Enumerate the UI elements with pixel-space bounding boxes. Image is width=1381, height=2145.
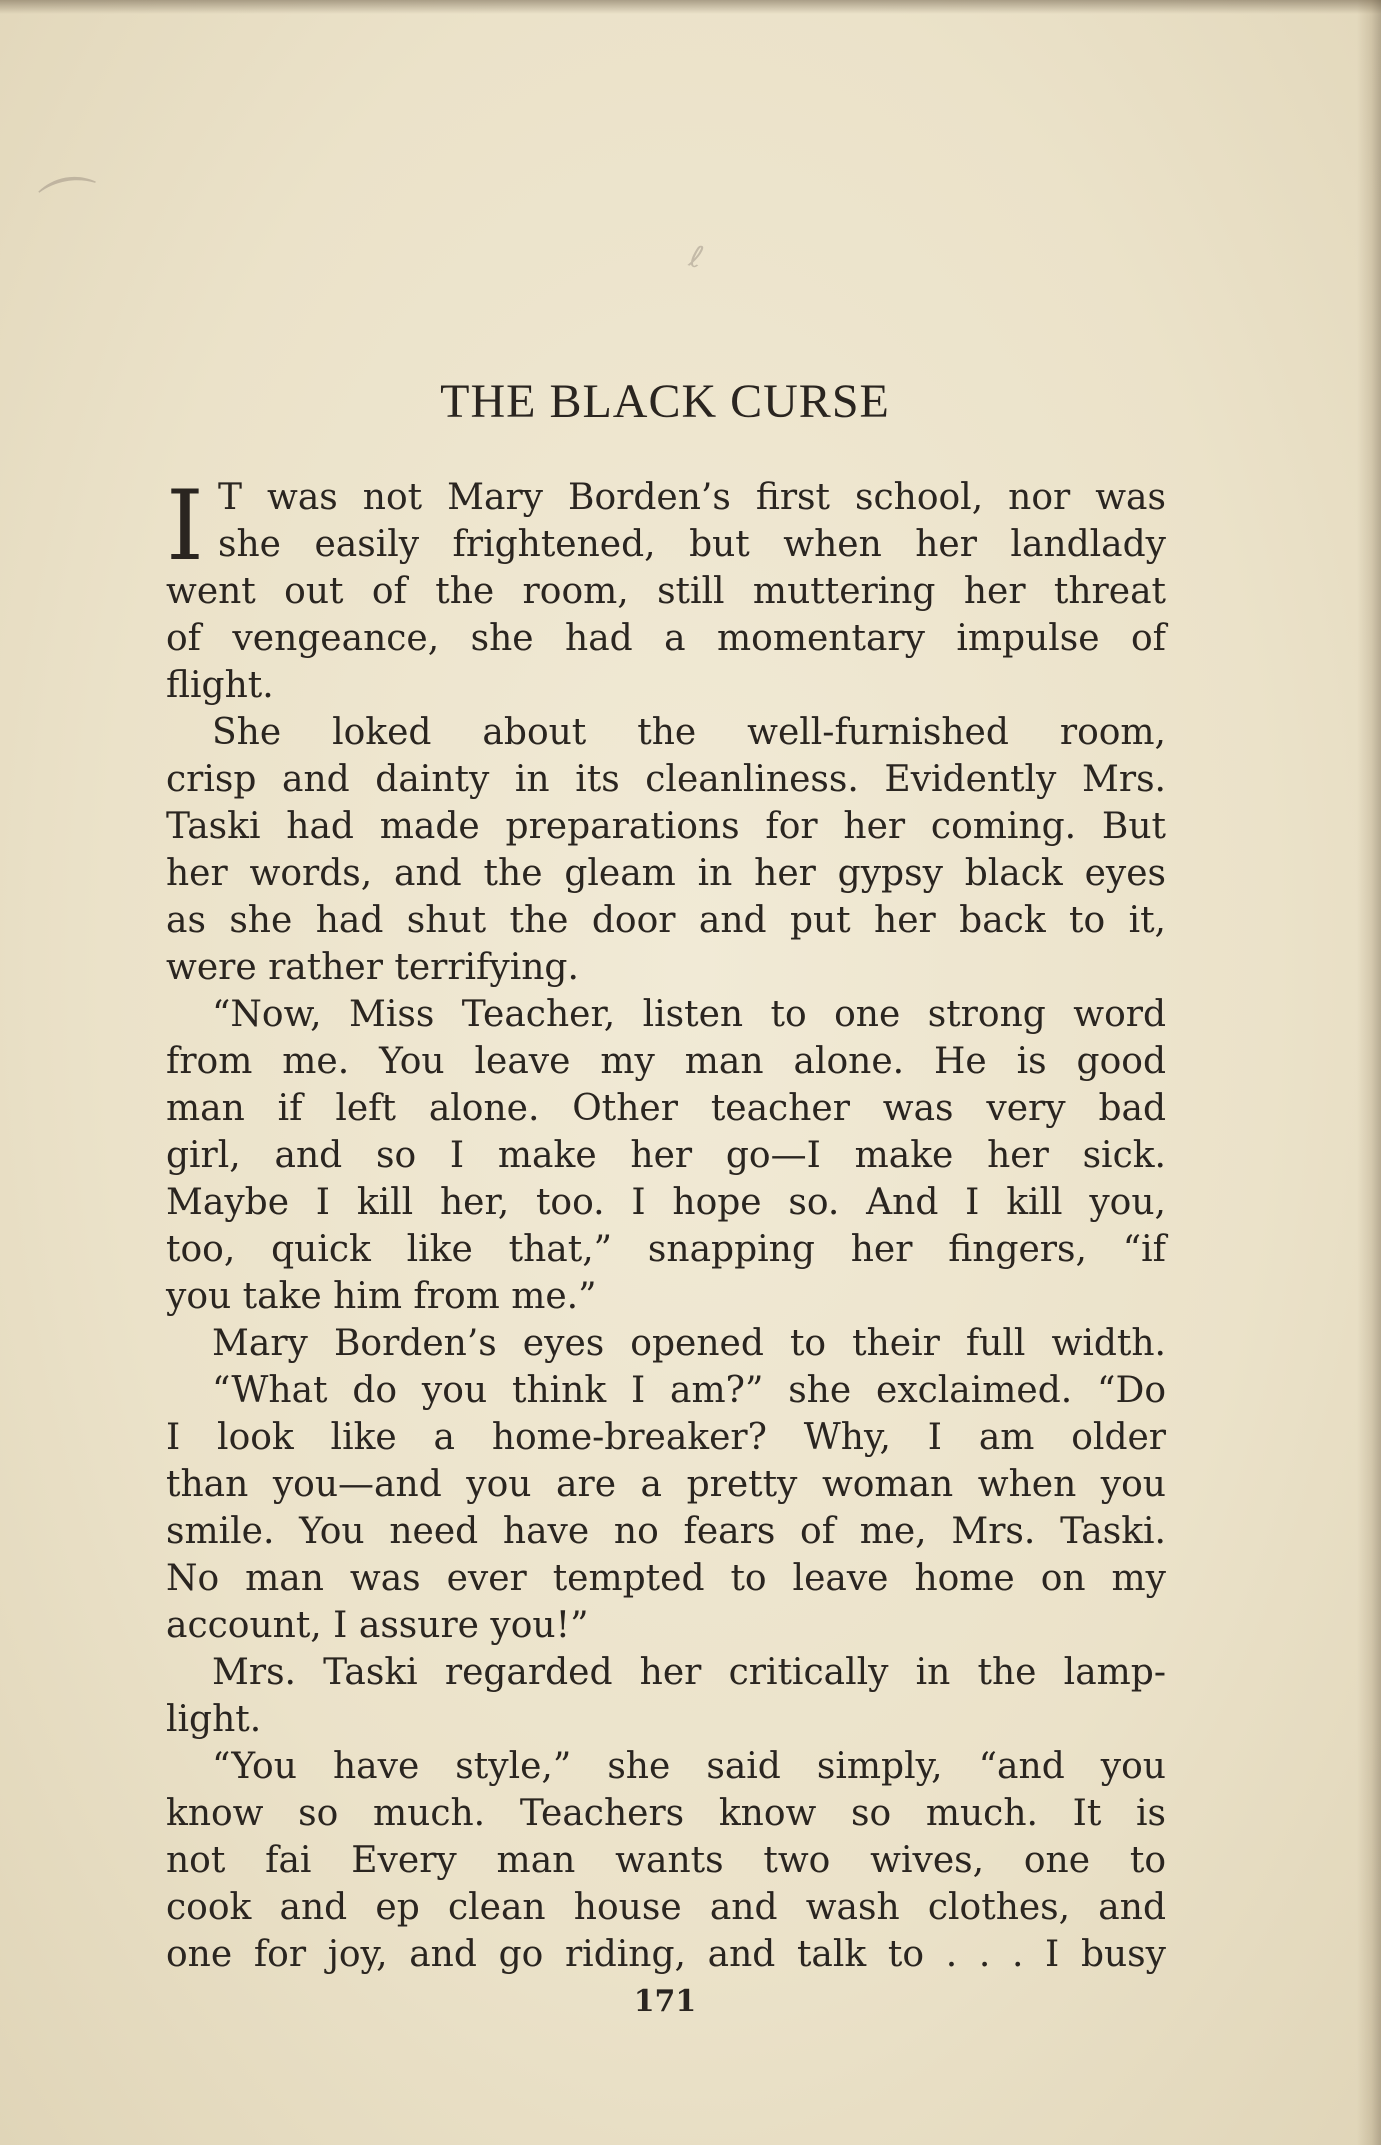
text-line: light. [166, 1699, 262, 1740]
text-line: I look like a home-breaker? Why, I am older [166, 1417, 1166, 1458]
body-text [166, 470, 1166, 1978]
text-line: T was not Mary Borden’s first school, nor was [218, 477, 1166, 518]
page-top-edge [0, 0, 1381, 14]
text-line: “You have style,” she said simply, “and you [212, 1746, 1166, 1787]
text-line: “What do you think I am?” she exclaimed. “Do [212, 1370, 1166, 1411]
text-line: one for joy, and go riding, and talk to . . . I busy [166, 1934, 1166, 1975]
text-line: Maybe I kill her, too. I hope so. And I kill you, [166, 1182, 1166, 1223]
text-line: she easily frightened, but when her landlady [218, 524, 1166, 565]
page-right-edge [1357, 0, 1381, 2145]
text-line: than you—and you are a pretty woman when you [166, 1464, 1166, 1505]
text-line: know so much. Teachers know so much. It is [166, 1793, 1166, 1834]
text-line: as she had shut the door and put her back to it, [166, 900, 1166, 941]
text-line: not fai Every man wants two wives, one to [166, 1840, 1166, 1881]
text-line: account, I assure you!” [166, 1605, 589, 1646]
pencil-mark-top: ℓ [685, 238, 707, 277]
chapter-title: THE BLACK CURSE [440, 375, 890, 428]
page-number: 171 [633, 1984, 697, 2019]
text-line: her words, and the gleam in her gypsy black eyes [166, 853, 1166, 894]
text-line: flight. [166, 665, 274, 706]
text-line: Mary Borden’s eyes opened to their full width. [212, 1323, 1166, 1364]
text-line: man if left alone. Other teacher was very bad [166, 1088, 1166, 1129]
text-line: of vengeance, she had a momentary impulse of [166, 618, 1166, 659]
text-line: went out of the room, still muttering her threat [166, 571, 1166, 612]
text-line: She loked about the well-furnished room, [212, 712, 1166, 753]
text-line: “Now, Miss Teacher, listen to one strong word [212, 994, 1166, 1035]
text-line: Taski had made preparations for her coming. But [166, 806, 1166, 847]
drop-cap: I [166, 470, 204, 582]
text-line: too, quick like that,” snapping her fingers, “if [166, 1229, 1166, 1270]
text-line: Mrs. Taski regarded her critically in the lamp- [212, 1652, 1166, 1693]
text-line: were rather terrifying. [166, 947, 579, 988]
text-line: from me. You leave my man alone. He is good [166, 1041, 1166, 1082]
text-line: you take him from me.” [166, 1276, 597, 1317]
text-line: smile. You need have no fears of me, Mrs. Taski. [166, 1511, 1166, 1552]
text-line: cook and ep clean house and wash clothes, and [166, 1887, 1166, 1928]
text-line: No man was ever tempted to leave home on my [166, 1558, 1166, 1599]
pencil-mark-margin: ⌒ [35, 168, 107, 248]
text-line: crisp and dainty in its cleanliness. Evidently Mrs. [166, 759, 1166, 800]
text-line: girl, and so I make her go—I make her sick. [166, 1135, 1166, 1176]
